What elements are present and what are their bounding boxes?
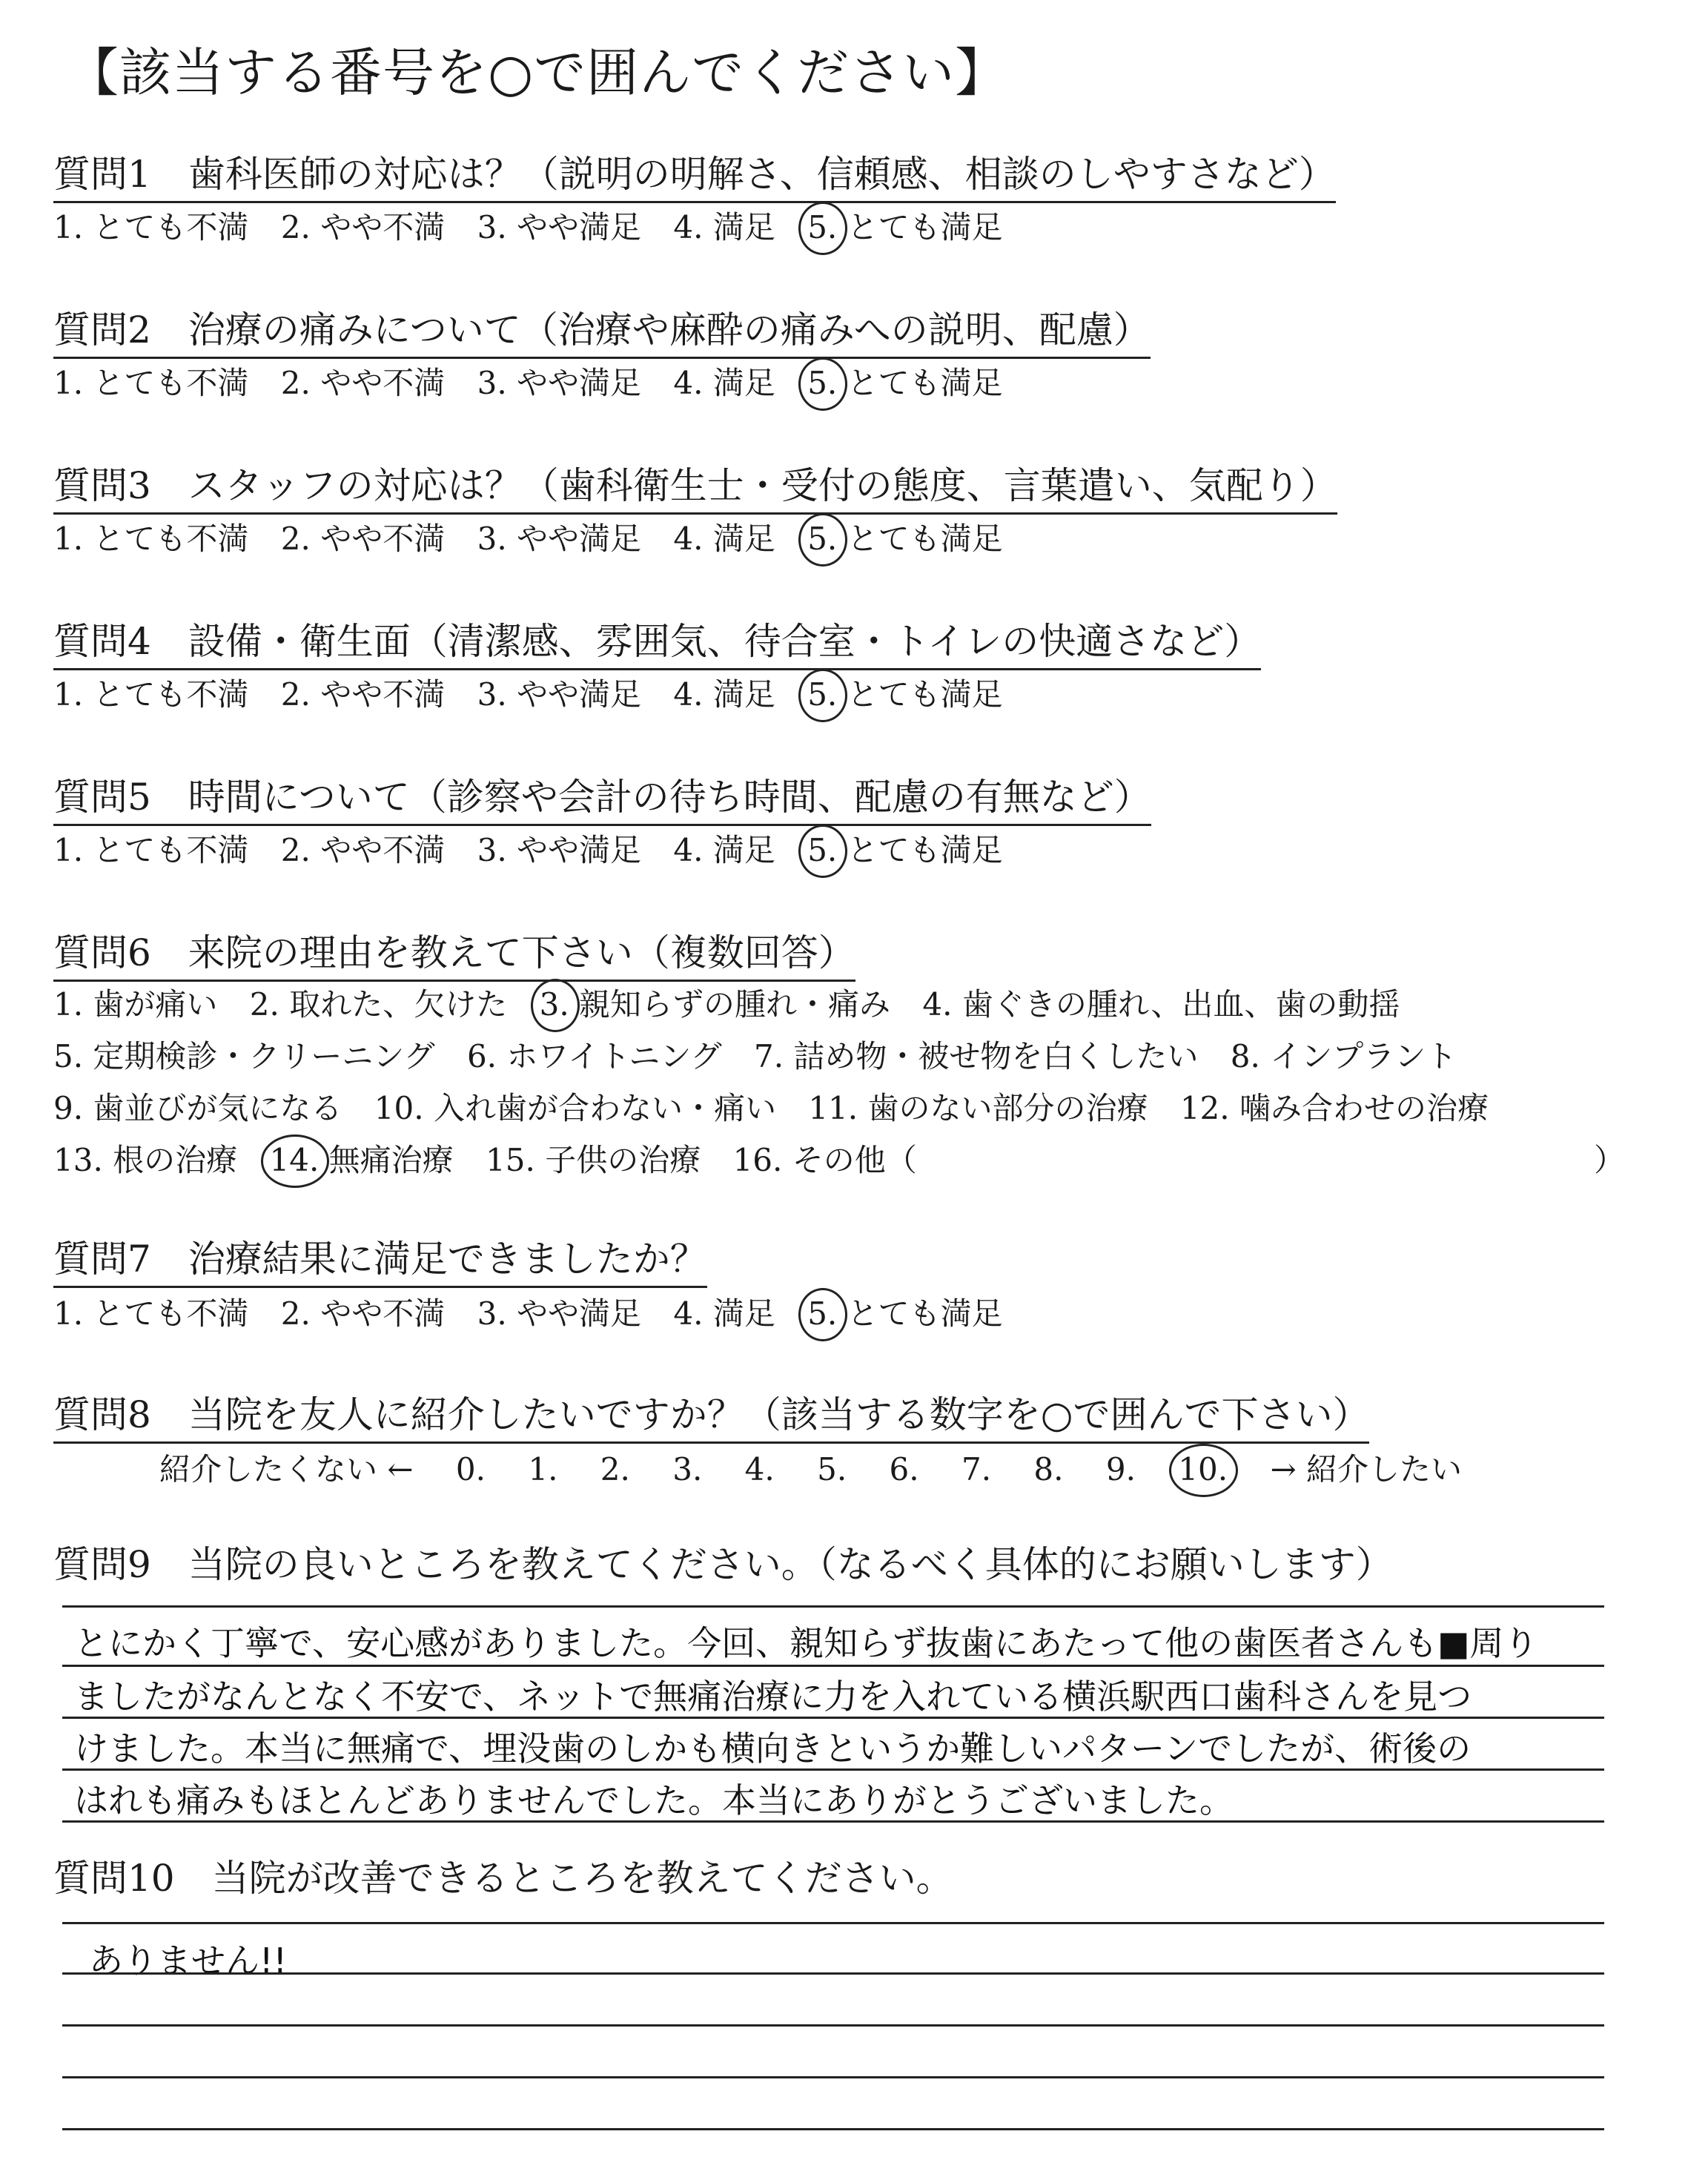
option-2[interactable]: 2. やや不満 <box>280 365 446 401</box>
answer-line <box>62 1717 1604 1719</box>
reason-8[interactable]: 8. インプラント <box>1230 1038 1457 1074</box>
reason-4[interactable]: 4. 歯ぐきの腫れ、出血、歯の動揺 <box>922 986 1400 1023</box>
option-2[interactable]: 2. やや不満 <box>280 832 446 868</box>
option-2[interactable]: 2. やや不満 <box>280 1295 446 1332</box>
scale-right-label: → 紹介したい <box>1270 1451 1462 1487</box>
option-5-circled[interactable]: 5. とても満足 <box>807 675 1002 715</box>
question-3-options <box>53 519 1025 559</box>
option-2[interactable]: 2. やや不満 <box>280 209 446 245</box>
question-9-title: 質問9 当院の良いところを教えてください。（なるべく具体的にお願いします） <box>53 1543 1393 1586</box>
scale-3[interactable]: 3. <box>672 1451 703 1487</box>
scale-1[interactable]: 1. <box>528 1451 558 1487</box>
answer-line <box>62 2128 1604 2130</box>
scale-2[interactable]: 2. <box>600 1451 630 1487</box>
scale-5[interactable]: 5. <box>817 1451 847 1487</box>
option-5-circled[interactable]: 5. とても満足 <box>807 208 1002 248</box>
option-1[interactable]: 1. とても不満 <box>53 365 249 401</box>
option-4[interactable]: 4. 満足 <box>673 521 775 557</box>
question-3-title: 質問3 スタッフの対応は？（歯科衛生士・受付の態度、言葉遣い、気配り） <box>53 463 1337 515</box>
reason-5[interactable]: 5. 定期検診・クリーニング <box>53 1038 435 1074</box>
question-6-title: 質問6 来院の理由を教えて下さい（複数回答） <box>53 931 855 982</box>
option-1[interactable]: 1. とても不満 <box>53 676 249 713</box>
scale-0[interactable]: 0. <box>455 1451 486 1487</box>
option-5-circled[interactable]: 5. とても満足 <box>807 363 1002 403</box>
answer-line <box>62 2024 1604 2027</box>
answer-line <box>62 1665 1604 1667</box>
question-6-row-4 <box>53 1140 939 1180</box>
option-4[interactable]: 4. 満足 <box>673 1295 775 1332</box>
option-4[interactable]: 4. 満足 <box>673 832 775 868</box>
scale-left-label: 紹介したくない ← <box>159 1451 414 1487</box>
recommend-scale <box>159 1450 1494 1490</box>
option-4[interactable]: 4. 満足 <box>673 209 775 245</box>
option-3[interactable]: 3. やや満足 <box>477 832 642 868</box>
question-1-options <box>53 208 1025 248</box>
question-4-title: 質問4 設備・衛生面（清潔感、雰囲気、待合室・トイレの快適さなど） <box>53 619 1261 670</box>
answer-line <box>62 1972 1604 1975</box>
answer-line <box>62 1820 1604 1823</box>
option-4[interactable]: 4. 満足 <box>673 365 775 401</box>
answer-line <box>62 1922 1604 1924</box>
option-5-circled[interactable]: 5. とても満足 <box>807 830 1002 871</box>
option-1[interactable]: 1. とても不満 <box>53 1295 249 1332</box>
reason-15[interactable]: 15. 子供の治療 <box>486 1142 701 1178</box>
question-1-title: 質問1 歯科医師の対応は？（説明の明解さ、信頼感、相談のしやすさなど） <box>53 152 1336 203</box>
reason-6[interactable]: 6. ホワイトニング <box>466 1038 722 1074</box>
answer-line <box>62 1605 1604 1608</box>
reason-12[interactable]: 12. 噛み合わせの治療 <box>1179 1090 1489 1126</box>
option-5-circled[interactable]: 5. とても満足 <box>807 519 1002 559</box>
scale-8[interactable]: 8. <box>1033 1451 1064 1487</box>
option-3[interactable]: 3. やや満足 <box>477 1295 642 1332</box>
option-2[interactable]: 2. やや不満 <box>280 676 446 713</box>
question-5-options <box>53 830 1025 871</box>
option-4[interactable]: 4. 満足 <box>673 676 775 713</box>
option-5-circled[interactable]: 5. とても満足 <box>807 1294 1002 1334</box>
option-3[interactable]: 3. やや満足 <box>477 676 642 713</box>
scale-6[interactable]: 6. <box>889 1451 919 1487</box>
reason-14-circled[interactable]: 14. 無痛治療 <box>270 1140 454 1180</box>
answer-9-line-2: ましたがなんとなく不安で、ネットで無痛治療に力を入れている横浜駅西口歯科さんを見つ <box>74 1677 1472 1717</box>
answer-10-text: ありません!! <box>89 1941 287 1981</box>
answer-9-line-1: とにかく丁寧で、安心感がありました。今回、親知らず抜歯にあたって他の歯医者さんも■周り <box>74 1623 1538 1663</box>
reason-16-close-paren: ） <box>1594 1142 1626 1178</box>
question-4-options <box>53 675 1025 715</box>
question-2-options <box>53 363 1025 403</box>
reason-16-other[interactable]: 16. その他（ <box>732 1142 917 1178</box>
question-6-row-2 <box>53 1037 1479 1077</box>
answer-9-line-3: けました。本当に無痛で、埋没歯のしかも横向きというか難しいパターンでしたが、術後の <box>74 1728 1472 1768</box>
option-1[interactable]: 1. とても不満 <box>53 832 249 868</box>
option-3[interactable]: 3. やや満足 <box>477 365 642 401</box>
question-5-title: 質問5 時間について（診察や会計の待ち時間、配慮の有無など） <box>53 775 1151 826</box>
reason-7[interactable]: 7. 詰め物・被せ物を白くしたい <box>753 1038 1199 1074</box>
reason-13[interactable]: 13. 根の治療 <box>53 1142 238 1178</box>
question-6-row-1 <box>53 985 1422 1025</box>
question-8-title: 質問8 当院を友人に紹介したいですか？（該当する数字を○で囲んで下さい） <box>53 1393 1369 1444</box>
page-title: 【該当する番号を○で囲んでください】 <box>67 42 1008 103</box>
reason-1[interactable]: 1. 歯が痛い <box>53 986 218 1023</box>
scale-4[interactable]: 4. <box>744 1451 775 1487</box>
reason-9[interactable]: 9. 歯並びが気になる <box>53 1090 342 1126</box>
option-3[interactable]: 3. やや満足 <box>477 209 642 245</box>
reason-10[interactable]: 10. 入れ歯が合わない・痛い <box>374 1090 776 1126</box>
answer-9-line-4: はれも痛みもほとんどありませんでした。本当にありがとうございました。 <box>74 1780 1234 1820</box>
option-1[interactable]: 1. とても不満 <box>53 209 249 245</box>
option-3[interactable]: 3. やや満足 <box>477 521 642 557</box>
option-2[interactable]: 2. やや不満 <box>280 521 446 557</box>
answer-line <box>62 2076 1604 2078</box>
question-6-row-3 <box>53 1089 1511 1129</box>
scale-9[interactable]: 9. <box>1105 1451 1136 1487</box>
scale-10-circled[interactable]: 10. <box>1178 1450 1228 1490</box>
question-10-title: 質問10 当院が改善できるところを教えてください。 <box>53 1857 953 1900</box>
option-1[interactable]: 1. とても不満 <box>53 521 249 557</box>
scale-7[interactable]: 7. <box>961 1451 992 1487</box>
question-7-options <box>53 1294 1025 1334</box>
reason-3-circled[interactable]: 3. 親知らずの腫れ・痛み <box>540 985 890 1025</box>
question-7-title: 質問7 治療結果に満足できましたか？ <box>53 1237 707 1288</box>
answer-line <box>62 1768 1604 1771</box>
question-2-title: 質問2 治療の痛みについて（治療や麻酔の痛みへの説明、配慮） <box>53 308 1151 359</box>
reason-2[interactable]: 2. 取れた、欠けた <box>249 986 508 1023</box>
reason-11[interactable]: 11. 歯のない部分の治療 <box>808 1090 1148 1126</box>
